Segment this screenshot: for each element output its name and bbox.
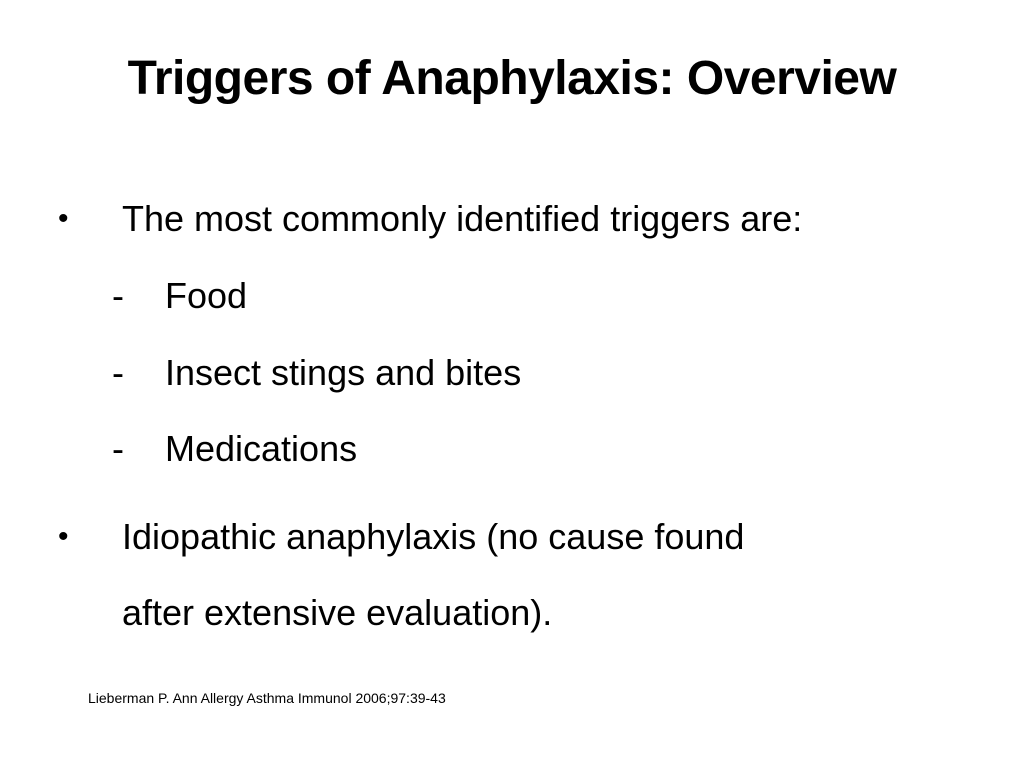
bullet-text-continued: after extensive evaluation).	[122, 592, 553, 633]
bullet-text: The most commonly identified triggers are:	[122, 198, 803, 239]
sub-item-text: Medications	[165, 428, 358, 469]
bullet-text: Idiopathic anaphylaxis (no cause found	[122, 516, 745, 557]
dash-marker: -	[112, 428, 124, 469]
sub-item-text: Insect stings and bites	[165, 352, 522, 393]
dash-marker: -	[112, 352, 124, 393]
slide-title: Triggers of Anaphylaxis: Overview	[127, 52, 897, 105]
citation: Lieberman P. Ann Allergy Asthma Immunol 2006;97:39-43	[88, 690, 446, 706]
sub-item-text: Food	[165, 275, 248, 316]
bullet-marker: •	[58, 202, 69, 235]
dash-marker: -	[112, 275, 124, 316]
bullet-marker: •	[58, 520, 69, 553]
